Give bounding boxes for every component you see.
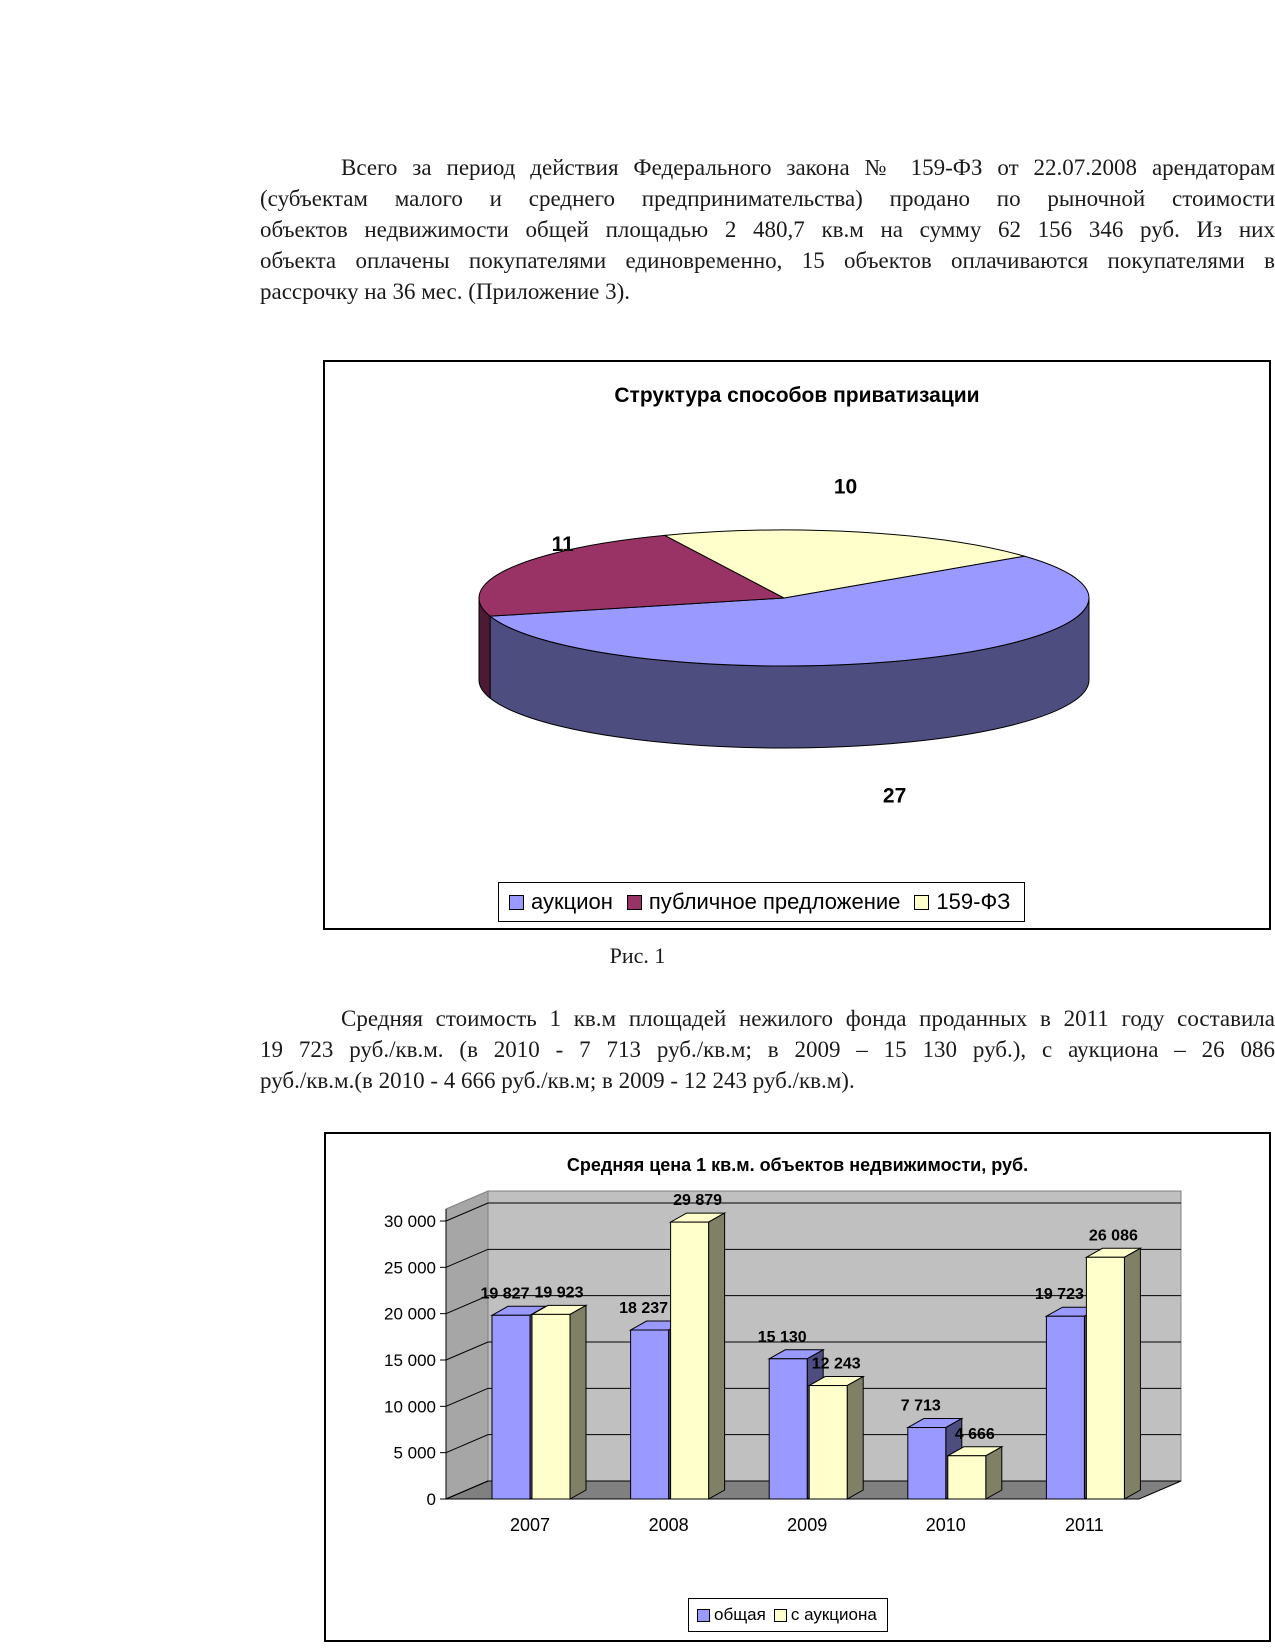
y-tick-label: 15 000 (384, 1351, 436, 1370)
bar-data-label: 19 923 (534, 1284, 584, 1302)
paragraph-1-line: объектов недвижимости общей площадью 2 480,7 кв.м на сумму 62 156 346 руб. Из них (260, 217, 1275, 242)
legend-swatch (914, 895, 929, 910)
bar-chart (326, 1134, 1269, 1640)
bar-side (709, 1213, 725, 1499)
legend-item-auction (509, 889, 627, 915)
paragraph-1-line: объекта оплачены покупателями единовременно, 15 объектов оплачиваются покупателями в (260, 248, 1275, 273)
legend-label: общая (714, 1605, 766, 1624)
x-tick-label: 2008 (648, 1515, 689, 1535)
bar-auction-2008 (671, 1222, 709, 1499)
legend-swatch (509, 895, 524, 910)
bar-side (1124, 1248, 1140, 1499)
paragraph-1-line: рассрочку на 36 мес. (Приложение 3). (260, 279, 631, 304)
x-tick-label: 2011 (1065, 1515, 1104, 1535)
bar-data-label: 12 243 (811, 1355, 861, 1373)
legend-item-159fz (914, 889, 1014, 915)
paragraph-1-line: (субъектам малого и среднего предпринимательства) продано по рыночной стоимости (260, 186, 1275, 211)
bar-auction-2007 (532, 1314, 570, 1499)
y-tick-label: 10 000 (384, 1397, 436, 1417)
bar-total-2007 (492, 1315, 530, 1499)
legend-swatch (627, 895, 642, 910)
bar-total-2010 (908, 1428, 946, 1499)
bar-chart-frame (324, 1132, 1271, 1642)
pie-chart (325, 362, 1269, 928)
bar-auction-2009 (809, 1386, 847, 1499)
bar-side (847, 1377, 863, 1499)
legend-swatch (774, 1609, 787, 1622)
bar-data-label: 7 713 (900, 1397, 941, 1415)
bar-side (986, 1447, 1002, 1499)
y-tick-label: 20 000 (384, 1304, 436, 1324)
x-tick-label: 2010 (925, 1515, 966, 1535)
x-tick-label: 2009 (787, 1515, 828, 1535)
bar-total-2009 (769, 1359, 807, 1499)
bar-total-2008 (631, 1330, 669, 1499)
y-tick-label: 30 000 (384, 1212, 436, 1231)
y-tick-label: 0 (426, 1490, 436, 1509)
bar-data-label: 19 827 (480, 1285, 530, 1303)
legend-item-public-offer (627, 889, 915, 915)
pie-chart-title: Структура способов приватизации (614, 384, 980, 407)
bar-data-label: 29 879 (673, 1192, 723, 1210)
legend-swatch (697, 1609, 710, 1622)
bar-data-label: 18 237 (619, 1300, 669, 1318)
pie-data-label: 11 (551, 533, 574, 557)
legend-label: публичное предложение (648, 889, 901, 914)
paragraph-1 (260, 152, 1275, 307)
bar-side (570, 1305, 586, 1499)
bar-data-label: 26 086 (1088, 1227, 1138, 1245)
bar-data-label: 15 130 (757, 1328, 807, 1346)
bar-total-2011 (1046, 1316, 1084, 1499)
pie-data-label: 27 (882, 784, 907, 808)
pie-legend (498, 882, 1025, 922)
legend-item-total (697, 1605, 774, 1625)
bar-auction-2011 (1086, 1257, 1124, 1499)
bar-data-label: 4 666 (954, 1425, 995, 1443)
y-tick-label: 5 000 (393, 1443, 436, 1463)
pie-data-label: 10 (833, 475, 858, 499)
paragraph-2-line: Средняя стоимость 1 кв.м площадей нежилого фонда проданных в 2011 году составила (341, 1006, 1275, 1031)
paragraph-1-line: Всего за период действия Федерального закона № 159-ФЗ от 22.07.2008 арендаторам (341, 155, 1275, 180)
bar-chart-title: Средняя цена 1 кв.м. объектов недвижимости, руб. (566, 1155, 1029, 1175)
figure-caption: Рис. 1 (609, 943, 666, 968)
legend-label: 159-ФЗ (936, 889, 1011, 914)
bar-data-label: 19 723 (1034, 1286, 1084, 1304)
legend-label: с аукциона (790, 1605, 877, 1624)
x-tick-label: 2007 (509, 1515, 551, 1535)
y-tick-label: 25 000 (384, 1258, 436, 1278)
bar-auction-2010 (948, 1456, 986, 1499)
legend-label: аукцион (531, 889, 613, 914)
pie-chart-frame (323, 360, 1271, 930)
legend-item-auction (774, 1605, 879, 1625)
paragraph-2-line: 19 723 руб./кв.м. (в 2010 - 7 713 руб./кв.м; в 2009 – 15 130 руб.), с аукциона – 26 086 (260, 1037, 1275, 1062)
bar-legend (688, 1598, 888, 1632)
paragraph-2-line: руб./кв.м.(в 2010 - 4 666 руб./кв.м; в 2009 - 12 243 руб./кв.м). (260, 1068, 855, 1093)
paragraph-2 (260, 1003, 1275, 1096)
